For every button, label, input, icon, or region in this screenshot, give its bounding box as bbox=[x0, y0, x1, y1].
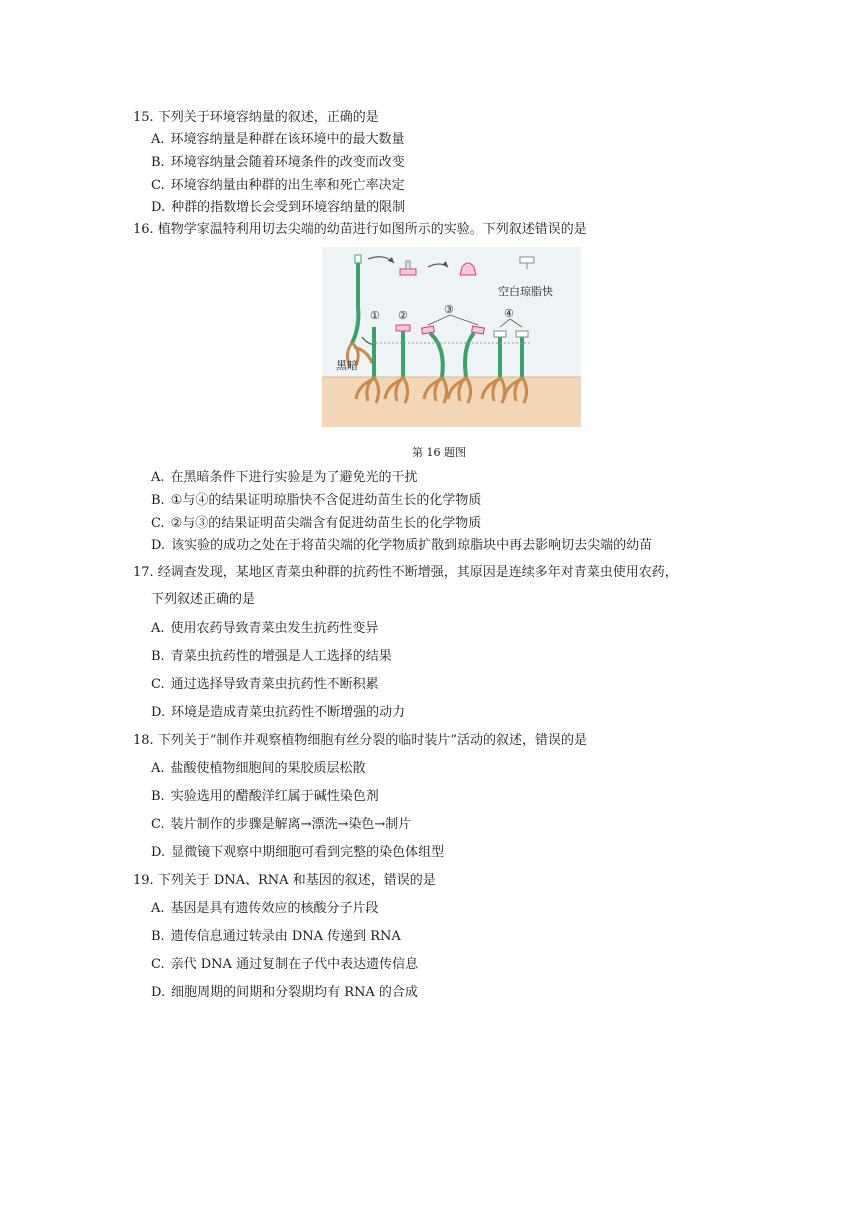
question-16-option-d: D. 该实验的成功之处在于将苗尖端的化学物质扩散到琼脂块中再去影响切去尖端的幼苗 bbox=[151, 538, 653, 553]
question-17-stem: 17. 经调查发现，某地区青菜虫种群的抗药性不断增强，其原因是连续多年对青菜虫使用农药， bbox=[133, 565, 678, 580]
agar-with-tip bbox=[400, 261, 416, 275]
figure-caption: 第 16 题图 bbox=[412, 446, 466, 459]
marker-1: ① bbox=[370, 309, 380, 322]
question-19-option-c: C. 亲代 DNA 通过复制在子代中表达遗传信息 bbox=[151, 957, 419, 972]
question-19-option-a: A. 基因是具有遗传效应的核酸分子片段 bbox=[151, 901, 379, 916]
agar-block-pink bbox=[460, 263, 476, 275]
question-16-option-b: B. ①与④的结果证明琼脂快不含促进幼苗生长的化学物质 bbox=[151, 493, 482, 508]
question-18-option-c: C. 装片制作的步骤是解离→漂洗→染色→制片 bbox=[151, 817, 412, 832]
question-15-option-b: B. 环境容纳量会随着环境条件的改变而改变 bbox=[151, 155, 405, 170]
question-18-option-d: D. 显微镜下观察中期细胞可看到完整的染色体组型 bbox=[151, 845, 445, 860]
question-19-option-b: B. 遗传信息通过转录由 DNA 传递到 RNA bbox=[151, 929, 401, 944]
ground-area bbox=[322, 377, 581, 427]
question-17-option-c: C. 通过选择导致青菜虫抗药性不断积累 bbox=[151, 677, 379, 692]
question-19-option-d: D. 细胞周期的间期和分裂期均有 RNA 的合成 bbox=[151, 985, 418, 1000]
marker-4: ④ bbox=[504, 307, 514, 320]
marker-2: ② bbox=[398, 309, 408, 322]
question-17-stem-cont: 下列叙述正确的是 bbox=[151, 592, 256, 607]
question-16-option-c: C. ②与③的结果证明苗尖端含有促进幼苗生长的化学物质 bbox=[151, 516, 482, 531]
blank-agar-label: 空白琼脂快 bbox=[498, 285, 553, 298]
question-18-stem: 18. 下列关于“制作并观察植物细胞有丝分裂的临时装片”活动的叙述，错误的是 bbox=[133, 733, 587, 748]
question-15-stem: 15. 下列关于环境容纳量的叙述，正确的是 bbox=[133, 110, 379, 125]
question-15-option-a: A. 环境容纳量是种群在该环境中的最大数量 bbox=[151, 132, 405, 147]
question-15-option-d: D. 种群的指数增长会受到环境容纳量的限制 bbox=[151, 200, 406, 215]
question-17-option-a: A. 使用农药导致青菜虫发生抗药性变异 bbox=[151, 621, 379, 636]
dark-label: 黑暗 bbox=[336, 359, 358, 372]
question-17-option-d: D. 环境是造成青菜虫抗药性不断增强的动力 bbox=[151, 705, 406, 720]
experiment-illustration bbox=[322, 247, 581, 427]
marker-3: ③ bbox=[444, 303, 454, 316]
question-16-stem: 16. 植物学家温特利用切去尖端的幼苗进行如图所示的实验。下列叙述错误的是 bbox=[133, 222, 587, 237]
experiment-figure bbox=[322, 247, 581, 427]
question-16-option-a: A. 在黑暗条件下进行实验是为了避免光的干扰 bbox=[151, 470, 418, 485]
question-15-option-c: C. 环境容纳量由种群的出生率和死亡率决定 bbox=[151, 178, 405, 193]
source-seedling bbox=[347, 255, 372, 367]
question-18-option-a: A. 盐酸使植物细胞间的果胶质层松散 bbox=[151, 761, 366, 776]
question-17-option-b: B. 青菜虫抗药性的增强是人工选择的结果 bbox=[151, 649, 392, 664]
question-18-option-b: B. 实验选用的醋酸洋红属于碱性染色剂 bbox=[151, 789, 379, 804]
question-19-stem: 19. 下列关于 DNA、RNA 和基因的叙述，错误的是 bbox=[133, 873, 436, 888]
blank-agar-icon bbox=[520, 257, 534, 269]
